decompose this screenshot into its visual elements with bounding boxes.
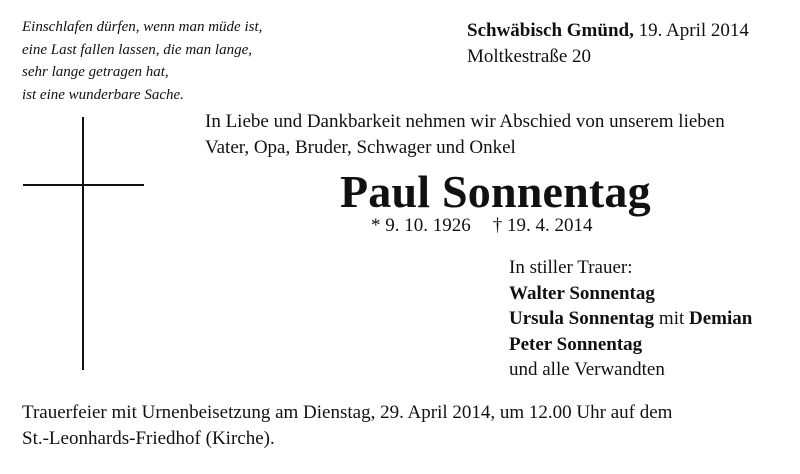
- intro-line: In Liebe und Dankbarkeit nehmen wir Abschied von unserem lieben: [205, 111, 725, 132]
- birth-date: * 9. 10. 1926: [371, 215, 471, 236]
- city: Schwäbisch Gmünd,: [467, 20, 634, 41]
- mourners-heading: In stiller Trauer:: [509, 257, 633, 278]
- mourner-row: [509, 306, 752, 332]
- notice-date: 19. April 2014: [638, 20, 749, 41]
- mourner-name: Walter Sonnentag: [509, 282, 655, 304]
- mourner-connector: mit: [658, 308, 685, 329]
- life-dates: [371, 213, 593, 239]
- mourner-name: Peter Sonnentag: [509, 333, 643, 355]
- mourners-others: und alle Verwandten: [509, 359, 665, 380]
- place-date-line: [467, 18, 749, 44]
- cross-vertical-bar: [82, 117, 84, 370]
- funeral-line: St.-Leonhards-Friedhof (Kirche).: [22, 428, 275, 449]
- cross-horizontal-bar: [23, 184, 144, 186]
- street-address: Moltkestraße 20: [467, 46, 592, 67]
- mourner-row: [509, 281, 752, 307]
- deceased-name: Paul Sonnentag: [340, 166, 651, 217]
- mourners-list: [509, 255, 752, 383]
- poem-line: Einschlafen dürfen, wenn man müde ist,: [22, 19, 263, 35]
- intro-line: Vater, Opa, Bruder, Schwager und Onkel: [205, 137, 516, 158]
- poem-quote: [22, 16, 262, 106]
- poem-line: sehr lange getragen hat,: [22, 64, 169, 80]
- mourner-name: Ursula Sonnentag: [509, 308, 655, 329]
- funeral-line: Trauerfeier mit Urnenbeisetzung am Dienstag, 29. April 2014, um 12.00 Uhr auf dem: [22, 402, 673, 423]
- poem-line: eine Last fallen lassen, die man lange,: [22, 41, 252, 58]
- mourner-row: [509, 332, 752, 358]
- place-and-date: [467, 18, 749, 70]
- farewell-intro: [205, 109, 725, 161]
- funeral-info: [22, 400, 672, 452]
- poem-line: ist eine wunderbare Sache.: [22, 86, 184, 103]
- mourner-name: Demian: [689, 308, 753, 329]
- death-date: † 19. 4. 2014: [492, 215, 593, 236]
